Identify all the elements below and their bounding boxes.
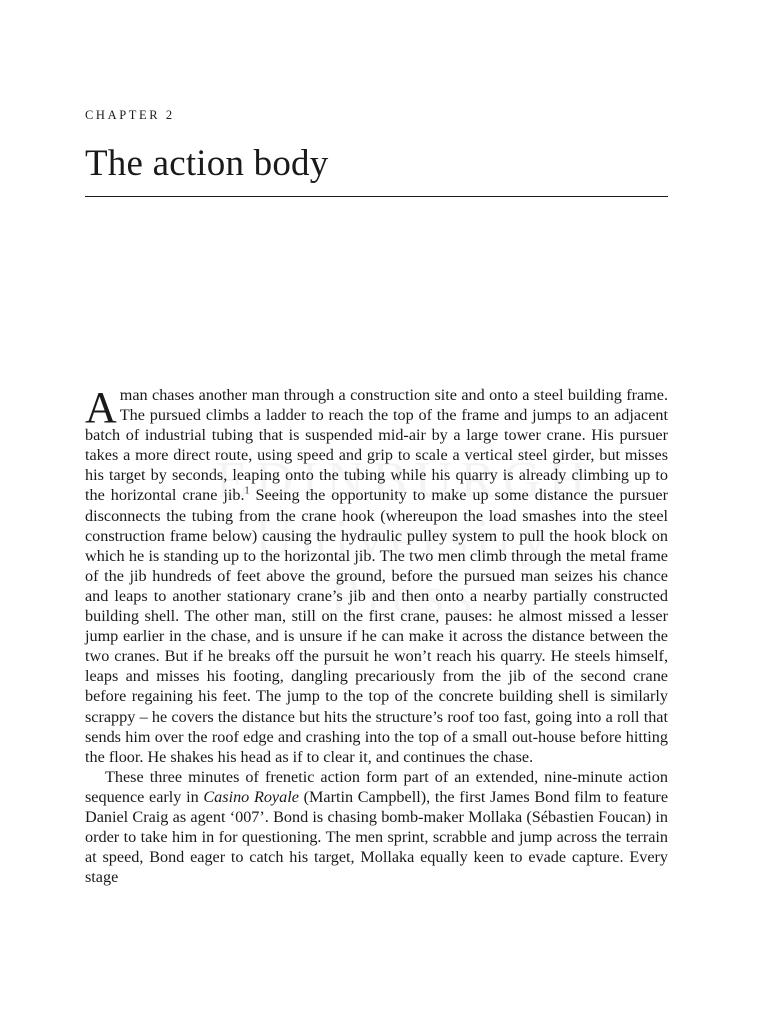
book-page bbox=[85, 0, 668, 1024]
paragraph-1-text-b: Seeing the opportunity to make up some distance the pursuer disconnects the tubing from the crane hook (whereupon the load smashes into the steel construction frame below) causing the hydraulic pulley system to pull the hook block on which he is standing up to the horizontal jib. The two men climb through the metal frame of the jib hundreds of feet above the ground, before the pursued man seizes his chance and leaps to another stationary crane’s jib and then onto a nearby partially constructed building shell. The other man, still on the first crane, pauses: he almost missed a lesser jump earlier in the chase, and is unsure if he can make it across the distance between the two cranes. But if he breaks off the pursuit he won’t reach his quarry. He steels himself, leaps and misses his footing, dangling precariously from the jib of the second crane before regaining his feet. The jump to the top of the concrete building shell is similarly scrappy – he covers the distance but hits the structure’s roof too fast, going into a roll that sends him over the roof edge and crashing into the top of a small out-house before hitting the floor. He shakes his head as if to clear it, and continues the chase. bbox=[85, 486, 669, 766]
footnote-reference[interactable]: 1 bbox=[244, 486, 250, 498]
chapter-title: The action body bbox=[85, 143, 329, 184]
chapter-body bbox=[85, 385, 668, 887]
film-title: Casino Royale bbox=[203, 787, 299, 806]
paragraph-2-text-b: (Martin Campbell), the first James Bond film to feature Daniel Craig as agent ‘007’. Bond is chasing bomb-maker Mollaka (Sébastien Foucan) in order to take him in for questioning. The men sprint, scrabble and jump across the terrain at speed, Bond eager to catch his target, Mollaka equally keen to evade capture. Every stage bbox=[85, 787, 669, 887]
title-divider bbox=[85, 196, 668, 197]
paragraph-1-text-a: man chases another man through a construction site and onto a steel building frame. The pursued climbs a ladder to reach the top of the frame and jumps to an adjacent batch of industrial tubing that is suspended mid-air by a large tower crane. His pursuer takes a more direct route, using speed and grip to scale a vertical steel girder, but misses his target by seconds, leaping onto the tubing while his quarry is already climbing up to the horizontal crane jib. bbox=[85, 386, 668, 505]
chapter-label: CHAPTER 2 bbox=[85, 108, 175, 122]
drop-cap: A bbox=[85, 383, 117, 432]
paragraph-2 bbox=[85, 767, 668, 888]
paragraph-2-text-a: These three minutes of frenetic action form part of an extended, nine-minute action sequence early in bbox=[85, 767, 668, 806]
paragraph-1 bbox=[85, 385, 668, 767]
